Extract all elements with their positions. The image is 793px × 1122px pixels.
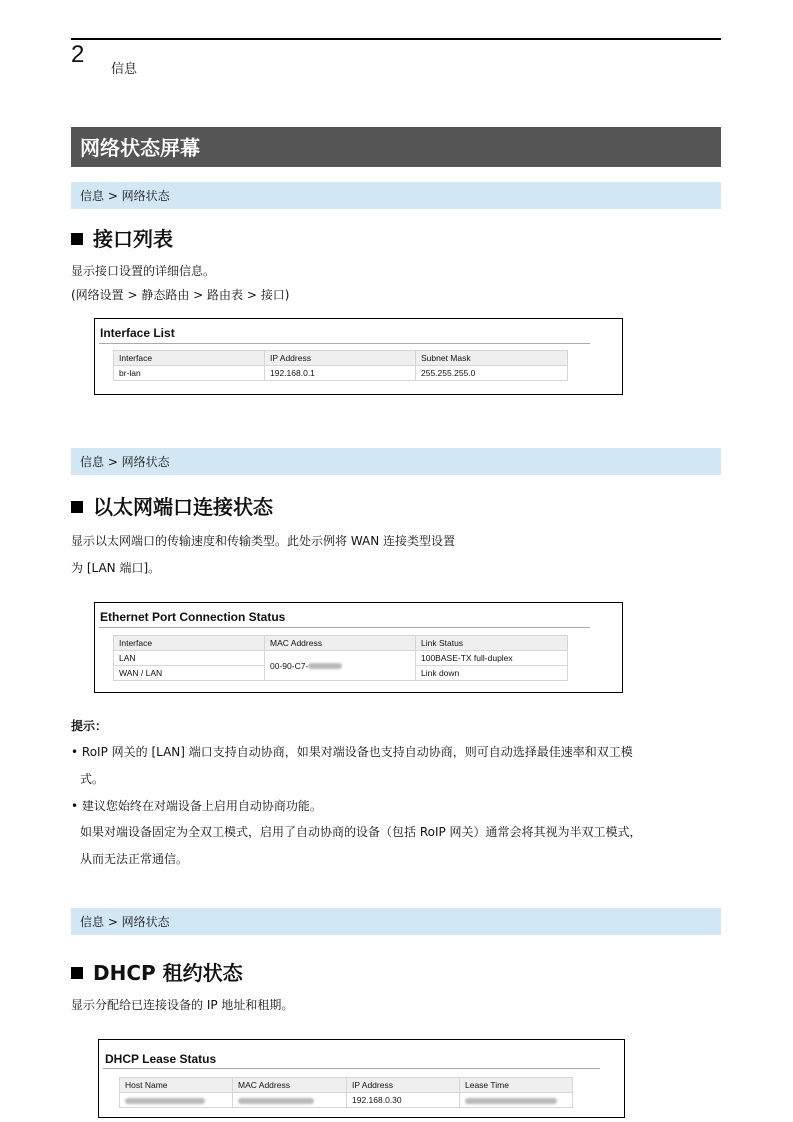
interface-list-panel — [94, 318, 623, 395]
tip-item-1-cont: 式。 — [80, 772, 105, 786]
mac-address-cell: 00-90-C7- — [265, 651, 416, 681]
ethernet-status-panel — [94, 602, 623, 693]
table-header-row — [114, 636, 568, 651]
breadcrumb: 信息 > 网络状态 — [71, 182, 721, 209]
table-row — [120, 1093, 573, 1108]
chapter-title: 信息 — [111, 62, 138, 77]
square-bullet-icon — [71, 501, 83, 513]
table-header-row — [114, 351, 568, 366]
panel-rule — [99, 343, 590, 344]
breadcrumb: 信息 > 网络状态 — [71, 908, 721, 935]
panel-rule — [99, 627, 590, 628]
ethernet-desc-line2: 为 [LAN 端口]。 — [71, 561, 161, 575]
panel-title: Ethernet Port Connection Status — [100, 610, 286, 624]
table-header-row — [120, 1078, 573, 1093]
column-header: Lease Time — [460, 1078, 573, 1093]
panel-title: DHCP Lease Status — [105, 1052, 217, 1066]
table-row — [114, 651, 568, 666]
table-row — [114, 366, 568, 381]
interface-list-path: (网络设置 > 静态路由 > 路由表 > 接口) — [71, 288, 290, 302]
dhcp-lease-panel — [98, 1039, 625, 1118]
table-cell: 192.168.0.1 — [265, 366, 416, 381]
dhcp-desc: 显示分配给已连接设备的 IP 地址和租期。 — [71, 998, 294, 1012]
table-cell: 192.168.0.30 — [347, 1093, 460, 1108]
column-header: MAC Address — [233, 1078, 347, 1093]
square-bullet-icon — [71, 967, 83, 979]
table-cell: 100BASE-TX full-duplex — [416, 651, 568, 666]
table-cell: 255.255.255.0 — [416, 366, 568, 381]
dhcp-heading: DHCP 租约状态 — [71, 957, 243, 986]
column-header: MAC Address — [265, 636, 416, 651]
redacted-mac — [308, 663, 342, 669]
section-title: 网络状态屏幕 — [71, 127, 721, 167]
column-header: Host Name — [120, 1078, 233, 1093]
ethernet-desc-line1: 显示以太网端口的传输速度和传输类型。此处示例将 WAN 连接类型设置 — [71, 534, 456, 548]
breadcrumb: 信息 > 网络状态 — [71, 448, 721, 475]
redacted-lease-time — [460, 1093, 573, 1108]
ethernet-table — [113, 635, 568, 681]
table-cell: Link down — [416, 666, 568, 681]
table-cell: LAN — [114, 651, 265, 666]
redacted-host-name — [120, 1093, 233, 1108]
column-header: Interface — [114, 351, 265, 366]
tips-heading: 提示： — [71, 719, 108, 733]
ethernet-heading: 以太网端口连接状态 — [71, 491, 273, 520]
interface-list-desc: 显示接口设置的详细信息。 — [71, 264, 216, 278]
tip-item-2-cont: 从而无法正常通信。 — [80, 852, 189, 866]
top-rule — [71, 38, 721, 40]
table-cell: br-lan — [114, 366, 265, 381]
tip-item-2: • 建议您始终在对端设备上启用自动协商功能。 — [71, 799, 322, 813]
column-header: Subnet Mask — [416, 351, 568, 366]
interface-table — [113, 350, 568, 381]
tip-item-2-cont: 如果对端设备固定为全双工模式，启用了自动协商的设备（包括 RoIP 网关）通常会将其视为半双工模式， — [80, 825, 642, 839]
column-header: IP Address — [265, 351, 416, 366]
column-header: Interface — [114, 636, 265, 651]
tip-item-1: • RoIP 网关的 [LAN] 端口支持自动协商，如果对端设备也支持自动协商，则可自动选择最佳速率和双工模 — [71, 745, 633, 759]
panel-rule — [103, 1068, 600, 1069]
interface-list-heading: 接口列表 — [71, 223, 173, 252]
square-bullet-icon — [71, 233, 83, 245]
redacted-mac-address — [233, 1093, 347, 1108]
table-cell: WAN / LAN — [114, 666, 265, 681]
chapter-number: 2 — [71, 41, 85, 68]
column-header: IP Address — [347, 1078, 460, 1093]
dhcp-table — [119, 1077, 573, 1108]
column-header: Link Status — [416, 636, 568, 651]
panel-title: Interface List — [100, 326, 175, 340]
